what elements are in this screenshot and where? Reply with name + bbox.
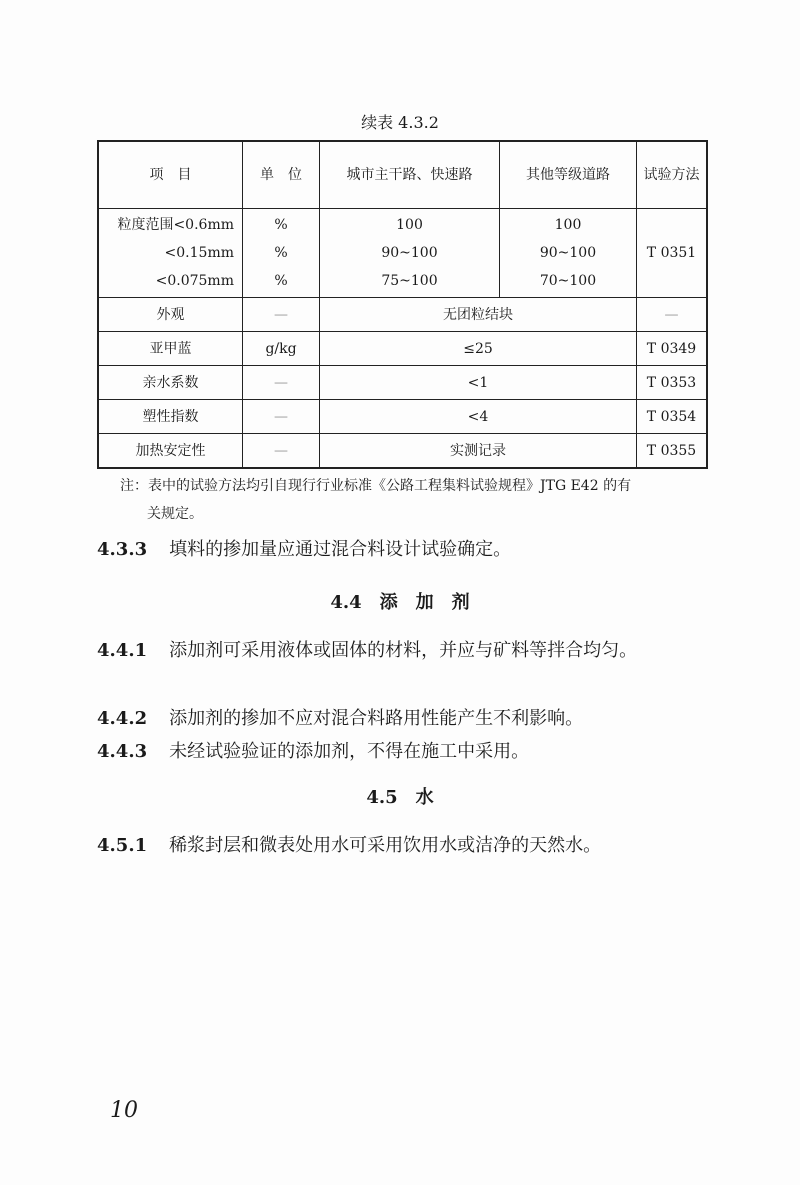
gradation-method: T 0351	[637, 209, 708, 298]
table-row	[98, 298, 707, 332]
cell: %	[274, 217, 288, 233]
cell: %	[274, 273, 288, 289]
clause-number: 4.4.2	[97, 708, 148, 729]
cell: T 0349	[637, 332, 708, 366]
header-cell: 项 目	[98, 141, 243, 209]
cell: %	[274, 245, 288, 261]
table-row	[98, 400, 707, 434]
cell: <0.15mm	[164, 245, 234, 261]
header-cell: 城市主干路、快速路	[320, 141, 500, 209]
cell: T 0353	[637, 366, 708, 400]
clause-number: 4.4.1	[97, 640, 148, 661]
cell: <0.075mm	[155, 273, 234, 289]
cell: 外观	[98, 298, 243, 332]
clause-4-3-3	[97, 533, 727, 567]
gradation-units	[243, 209, 320, 298]
clause-text: 添加剂可采用液体或固体的材料，并应与矿料等拌合均匀。	[169, 640, 638, 661]
cell: 塑性指数	[98, 400, 243, 434]
clause-4-4-3	[97, 735, 727, 769]
section-heading: 4.5 水	[366, 787, 434, 808]
clause-text: 添加剂的掺加不应对混合料路用性能产生不利影响。	[169, 708, 584, 729]
cell: 90~100	[539, 245, 597, 261]
cell: 无团粒结块	[320, 298, 637, 332]
cell: 粒度范围<0.6mm	[117, 217, 234, 233]
cell: g/kg	[243, 332, 320, 366]
clause-4-5-1	[97, 829, 727, 863]
cell: 75~100	[381, 273, 438, 289]
header-cell: 试验方法	[637, 141, 708, 209]
table-row	[98, 209, 707, 298]
table-row	[98, 332, 707, 366]
cell: T 0354	[637, 400, 708, 434]
clause-number: 4.4.3	[97, 741, 148, 762]
cell: 亚甲蓝	[98, 332, 243, 366]
gradation-items	[98, 209, 243, 298]
clause-text: 未经试验验证的添加剂，不得在施工中采用。	[169, 741, 530, 762]
table-header-row	[98, 141, 707, 209]
cell: —	[243, 400, 320, 434]
cell: —	[243, 434, 320, 469]
clause-text: 稀浆封层和微表处用水可采用饮用水或洁净的天然水。	[169, 835, 602, 856]
gradation-urban	[320, 209, 500, 298]
cell: —	[637, 298, 708, 332]
table-row	[98, 366, 707, 400]
cell: 实测记录	[320, 434, 637, 469]
clause-text: 填料的掺加量应通过混合料设计试验确定。	[169, 539, 512, 560]
spec-table	[97, 140, 708, 469]
clause-number: 4.5.1	[97, 835, 148, 856]
cell: 100	[396, 217, 423, 233]
note-line: 关规定。	[147, 506, 203, 522]
header-cell: 单 位	[243, 141, 320, 209]
cell: <4	[320, 400, 637, 434]
section-heading: 4.4 添 加 剂	[330, 592, 470, 613]
cell: —	[243, 366, 320, 400]
table-note	[120, 472, 720, 528]
cell: 亲水系数	[98, 366, 243, 400]
cell: 加热安定性	[98, 434, 243, 469]
clause-4-4-2	[97, 702, 727, 736]
cell: ≤25	[320, 332, 637, 366]
cell: 70~100	[539, 273, 597, 289]
cell: 100	[554, 217, 582, 233]
note-line: 注：表中的试验方法均引自现行行业标准《公路工程集料试验规程》JTG E42 的有	[120, 478, 632, 494]
table-row	[98, 434, 707, 469]
gradation-other	[500, 209, 637, 298]
clause-4-4-1	[97, 634, 727, 668]
cell: —	[243, 298, 320, 332]
page-number: 10	[110, 1098, 138, 1123]
cell: T 0355	[637, 434, 708, 469]
clause-number: 4.3.3	[97, 539, 148, 560]
cell: 90~100	[381, 245, 438, 261]
cell: <1	[320, 366, 637, 400]
table-caption: 续表 4.3.2	[361, 113, 439, 132]
header-cell: 其他等级道路	[500, 141, 637, 209]
